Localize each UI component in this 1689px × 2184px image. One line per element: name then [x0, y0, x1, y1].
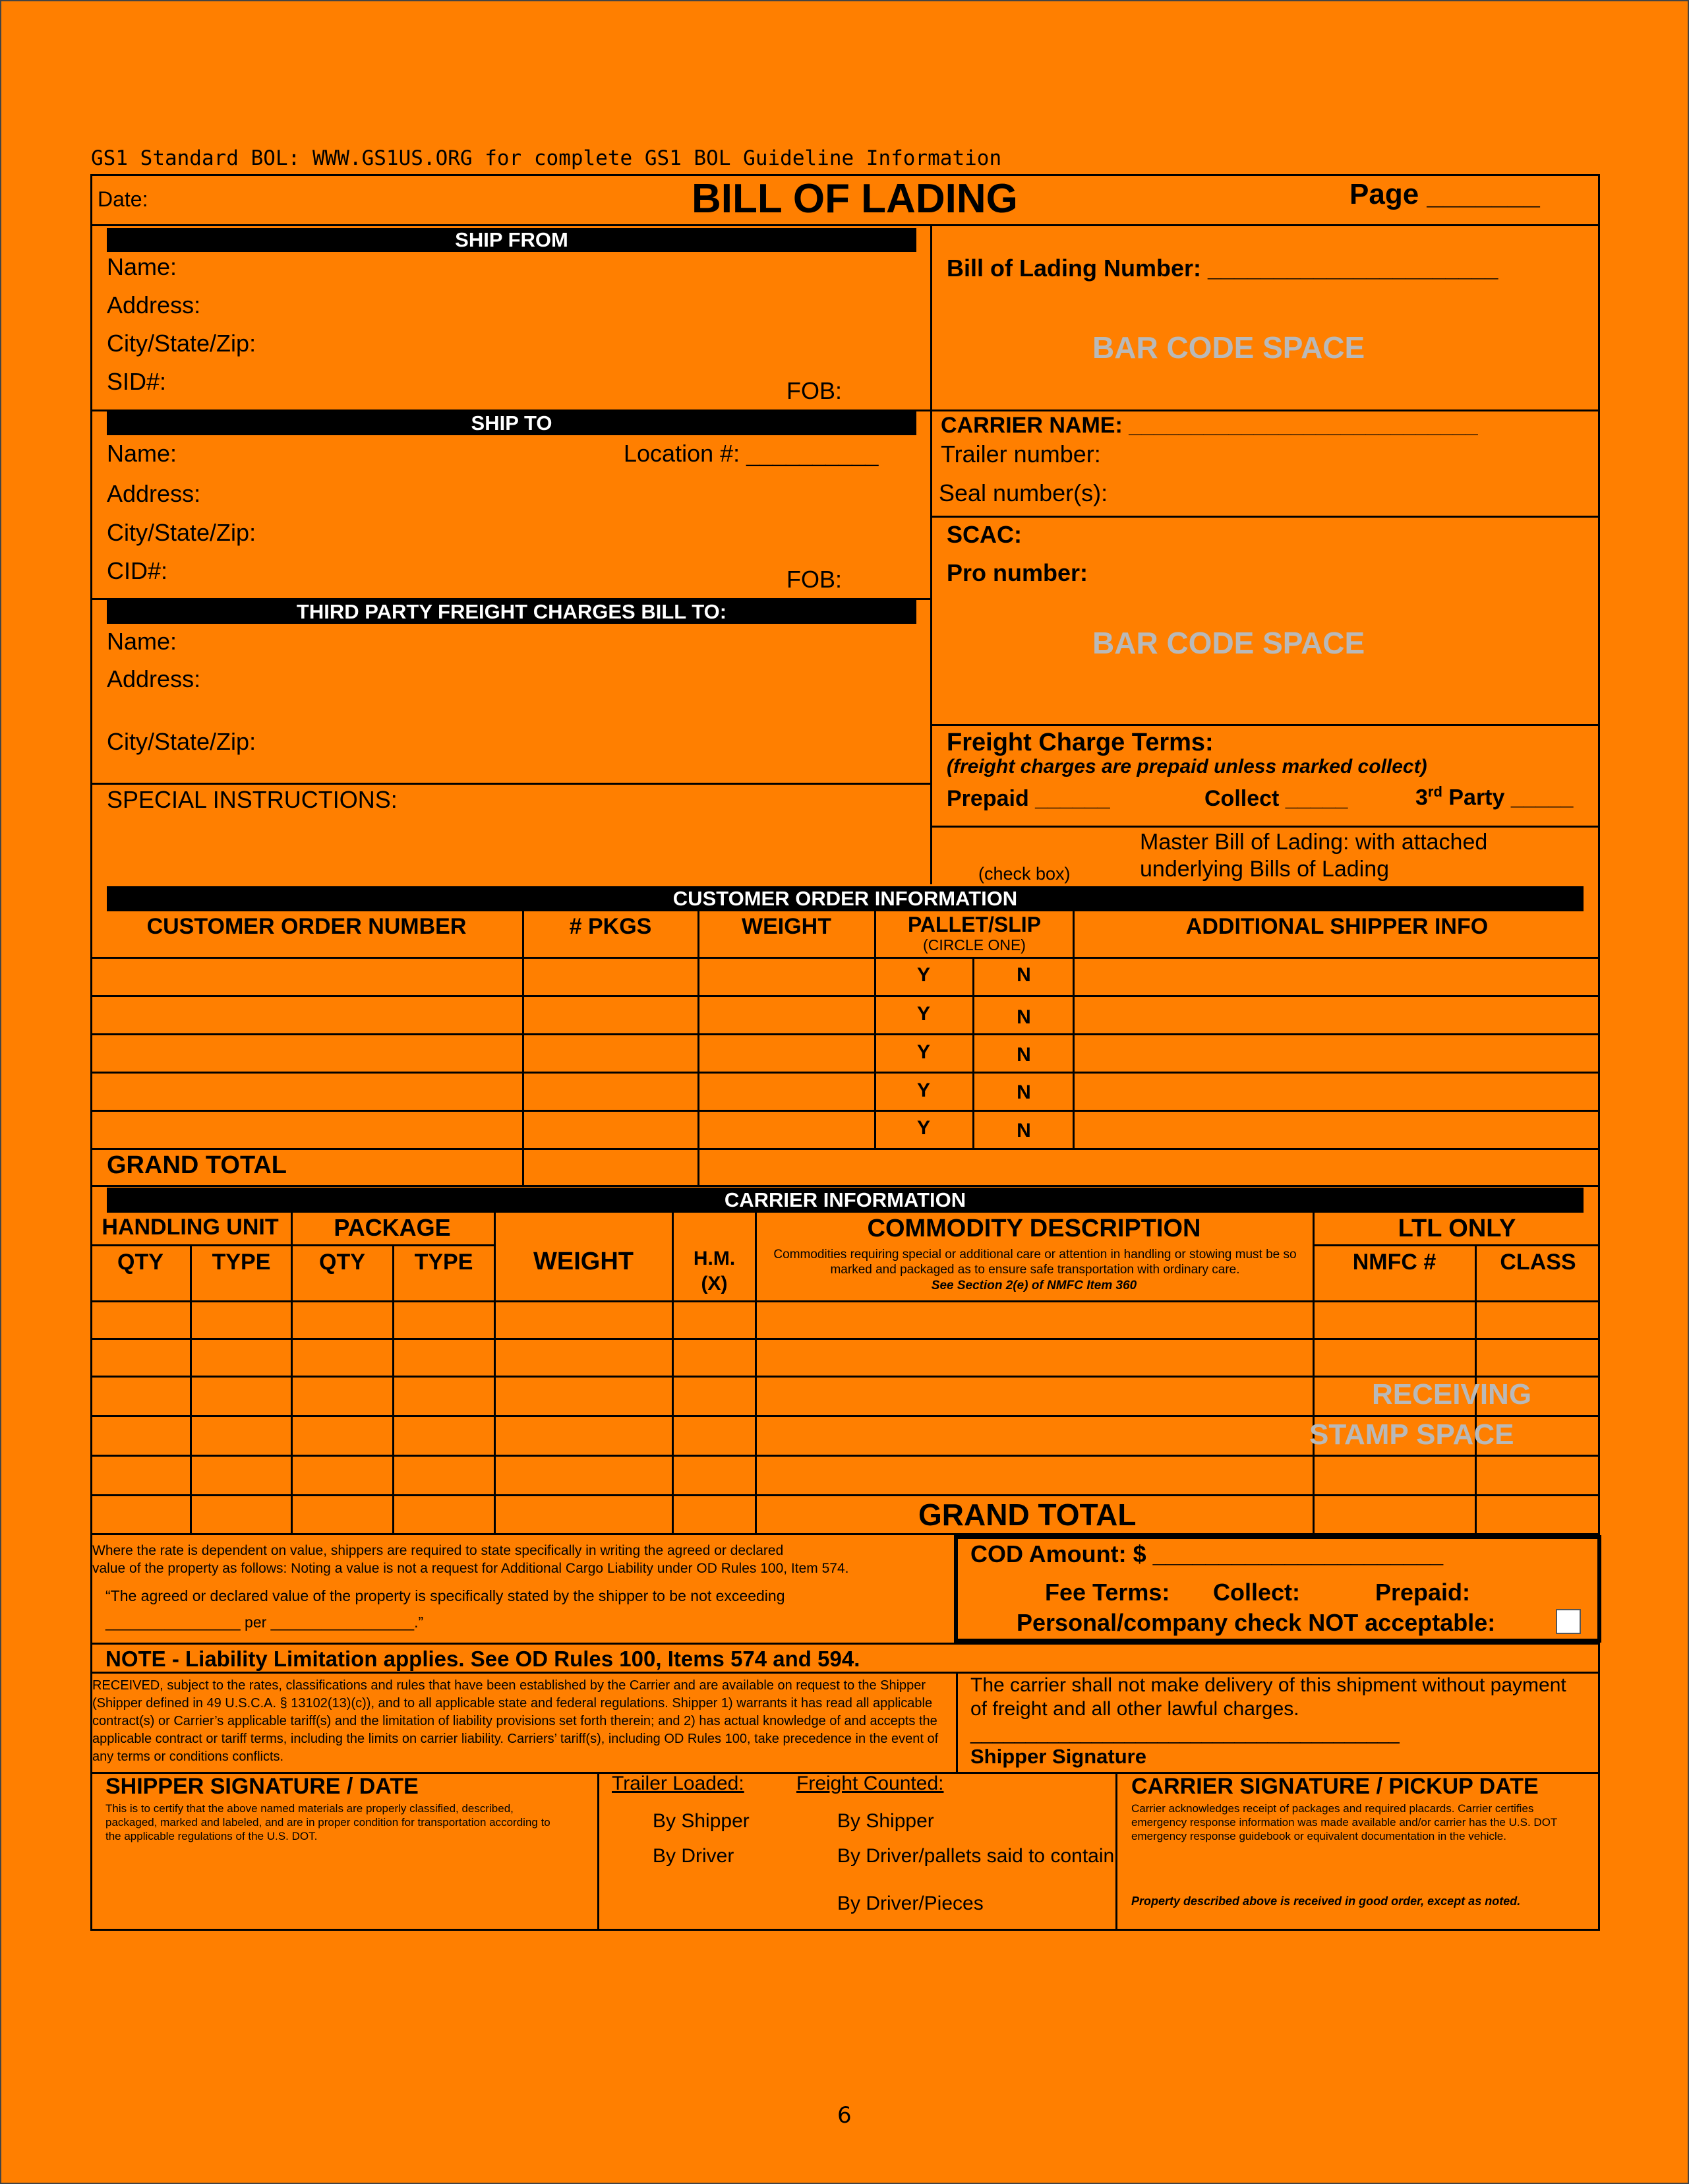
customer-order-grand-total: GRAND TOTAL	[107, 1151, 287, 1179]
declared-value-line3: “The agreed or declared value of the property is specifically stated by the shipper to be not exceeding	[105, 1587, 785, 1604]
master-bol-line2: underlying Bills of Lading	[1140, 857, 1390, 882]
third-party-terms-field[interactable]: 3rd Party _____	[1415, 783, 1574, 810]
page-number: 6	[837, 2102, 852, 2129]
third-party-header: THIRD PARTY FREIGHT CHARGES BILL TO:	[107, 600, 916, 624]
divider	[494, 1213, 496, 1533]
declared-value-line2: value of the property as follows: Noting a value is not a request for Additional Cargo Liability under OD Rules 100, Item 574.	[92, 1561, 849, 1576]
divider	[90, 1300, 1600, 1302]
ship-from-address[interactable]: Address:	[107, 291, 201, 318]
col-pkgs: # PKGS	[569, 914, 652, 939]
trailer-loaded-label: Trailer Loaded:	[612, 1773, 744, 1794]
ship-from-fob[interactable]: FOB:	[786, 377, 843, 404]
declared-value-line4[interactable]: ________________ per _________________.”	[105, 1614, 424, 1631]
pallet-yes[interactable]: Y	[916, 1079, 930, 1101]
divider	[1073, 911, 1075, 1150]
pallet-yes[interactable]: Y	[916, 1003, 930, 1025]
divider	[90, 1148, 1600, 1150]
third-party-address[interactable]: Address:	[107, 665, 201, 692]
divider	[1115, 1772, 1117, 1930]
divider	[90, 1415, 1600, 1417]
carrier-name-field[interactable]: CARRIER NAME: ____________________________	[941, 413, 1478, 438]
personal-check-checkbox[interactable]	[1556, 1609, 1581, 1634]
shipper-certification-text: This is to certify that the above named materials are properly classified, described, packaged, marked and labeled, and are in proper condition for transportation according to the applicable regulations of the U.S. DOT.	[105, 1802, 550, 1842]
trailer-by-shipper[interactable]: By Shipper	[653, 1810, 750, 1832]
commodity-note: Commodities requiring special or additional care or attention in handling or stowing must be so marked and packaged as to ensure safe transportation with ordinary care.	[773, 1248, 1297, 1277]
divider	[90, 1376, 1600, 1378]
freight-by-shipper[interactable]: By Shipper	[837, 1810, 934, 1832]
form-title: BILL OF LADING	[692, 176, 1018, 222]
ship-to-header: SHIP TO	[107, 411, 916, 435]
divider	[90, 1033, 1600, 1035]
divider	[90, 224, 1600, 226]
prepaid-field[interactable]: Prepaid ______	[947, 786, 1110, 811]
col-hm-x: (X)	[701, 1273, 728, 1294]
ship-to-fob[interactable]: FOB:	[786, 566, 843, 593]
pro-number-field[interactable]: Pro number:	[947, 559, 1088, 586]
pallet-yes[interactable]: Y	[916, 964, 930, 986]
pallet-yes[interactable]: Y	[916, 1041, 930, 1063]
divider	[90, 1643, 1600, 1645]
col-class: CLASS	[1500, 1250, 1576, 1275]
divider	[755, 1213, 757, 1533]
pallet-yes[interactable]: Y	[916, 1117, 930, 1139]
shipper-signature-date-title[interactable]: SHIPPER SIGNATURE / DATE	[105, 1774, 419, 1799]
liability-note: NOTE - Liability Limitation applies. See OD Rules 100, Items 574 and 594.	[105, 1647, 860, 1671]
commodity-ref: See Section 2(e) of NMFC Item 360	[931, 1279, 1137, 1292]
divider	[522, 911, 524, 1185]
received-terms: RECEIVED, subject to the rates, classifications and rules that have been established by the Carrier and are available on request to the Shipper (Shipper defined in 49 U.S.C.A. § 13102(13)(c)), and to all applicable state and federal regulations. Shipper 1) warrants it has read all applicable contract(s) or Carrier’s applicable tariff(s) and the limitation of liability provisions set forth therein; and 2) has actual knowledge of and accepts the applicable contract or tariff terms, including the limits on carrier liability. Carriers’ tariff(s), including OD Rules 100, take precedence in the event of any terms or conditions conflicts.	[92, 1678, 939, 1764]
collect-field[interactable]: Collect _____	[1204, 786, 1348, 811]
divider	[90, 1455, 1600, 1457]
divider	[392, 1244, 394, 1533]
divider	[291, 1213, 293, 1533]
fee-collect[interactable]: Collect:	[1213, 1579, 1301, 1606]
divider	[190, 1244, 192, 1533]
divider	[930, 224, 932, 884]
pallet-no[interactable]: N	[1017, 1006, 1031, 1028]
col-hu-qty: QTY	[117, 1250, 163, 1275]
col-hu-type: TYPE	[212, 1250, 271, 1275]
divider	[1313, 1213, 1315, 1533]
check-box-label: (check box)	[978, 864, 1071, 884]
divider	[930, 724, 1600, 726]
col-commodity-description: COMMODITY DESCRIPTION	[867, 1215, 1201, 1242]
freight-by-driver-pallets[interactable]: By Driver/pallets said to contain	[837, 1845, 1115, 1867]
divider	[956, 1672, 958, 1773]
divider	[672, 1213, 674, 1533]
circle-one-label: (CIRCLE ONE)	[923, 936, 1026, 954]
ship-to-name[interactable]: Name:	[107, 440, 177, 467]
carrier-grand-total: GRAND TOTAL	[918, 1498, 1137, 1532]
page-number-field[interactable]: Page _______	[1349, 178, 1540, 210]
received-good-order-note: Property described above is received in good order, except as noted.	[1131, 1895, 1521, 1908]
divider	[1313, 1244, 1600, 1246]
fee-terms-label: Fee Terms:	[1045, 1579, 1170, 1606]
divider	[90, 1110, 1600, 1112]
col-nmfc: NMFC #	[1352, 1250, 1437, 1275]
shipper-signature-label: Shipper Signature	[970, 1745, 1146, 1768]
barcode-space-2: BAR CODE SPACE	[1092, 626, 1365, 660]
trailer-by-driver[interactable]: By Driver	[653, 1845, 734, 1867]
trailer-number-field[interactable]: Trailer number:	[941, 440, 1101, 468]
col-hm: H.M.	[693, 1248, 736, 1269]
col-additional-shipper-info: ADDITIONAL SHIPPER INFO	[1185, 914, 1489, 939]
date-label: Date:	[98, 187, 148, 211]
divider	[90, 1185, 1600, 1187]
master-bol-line1: Master Bill of Lading: with attached	[1140, 830, 1488, 855]
carrier-info-header: CARRIER INFORMATION	[107, 1188, 1584, 1213]
carrier-signature-date-title[interactable]: CARRIER SIGNATURE / PICKUP DATE	[1131, 1774, 1539, 1799]
ship-from-sid[interactable]: SID#:	[107, 368, 167, 395]
barcode-space-1: BAR CODE SPACE	[1092, 330, 1365, 365]
bol-number-field[interactable]: Bill of Lading Number: ______________________	[947, 255, 1498, 282]
ship-to-location[interactable]: Location #: __________	[624, 440, 879, 467]
freight-terms-note: (freight charges are prepaid unless marked collect)	[947, 756, 1427, 777]
divider	[930, 516, 1600, 518]
col-pallet-slip: PALLET/SLIP	[907, 913, 1042, 936]
declared-value-line1: Where the rate is dependent on value, shippers are required to state specifically in writing the agreed or declared	[92, 1543, 784, 1558]
col-pkg-type: TYPE	[414, 1250, 473, 1275]
shipper-signature-line[interactable]: _______________________________________	[970, 1722, 1400, 1744]
ship-to-address[interactable]: Address:	[107, 480, 201, 507]
ship-from-header: SHIP FROM	[107, 228, 916, 252]
ship-from-city[interactable]: City/State/Zip:	[107, 330, 256, 357]
divider	[697, 911, 699, 1185]
freight-counted-label: Freight Counted:	[796, 1773, 944, 1794]
pallet-no[interactable]: N	[1017, 1081, 1031, 1103]
special-instructions[interactable]: SPECIAL INSTRUCTIONS:	[107, 786, 398, 813]
carrier-delivery-note: The carrier shall not make delivery of this shipment without payment of freight and all other lawful charges.	[970, 1674, 1566, 1720]
divider	[90, 1072, 1600, 1074]
personal-check-label: Personal/company check NOT acceptable:	[1017, 1609, 1496, 1636]
ship-to-city[interactable]: City/State/Zip:	[107, 519, 256, 546]
receiving-stamp-line1: RECEIVING	[1372, 1378, 1532, 1410]
freight-terms-title: Freight Charge Terms:	[947, 729, 1214, 756]
gs1-guideline-line: GS1 Standard BOL: WWW.GS1US.ORG for complete GS1 BOL Guideline Information	[91, 146, 1002, 170]
ship-from-name[interactable]: Name:	[107, 253, 177, 280]
ship-to-cid[interactable]: CID#:	[107, 557, 168, 584]
col-ltl-only: LTL ONLY	[1398, 1215, 1516, 1242]
pallet-no[interactable]: N	[1017, 1044, 1031, 1066]
cod-amount-field[interactable]: COD Amount: $ ______________________	[970, 1540, 1444, 1567]
carrier-acknowledgement-text: Carrier acknowledges receipt of packages and required placards. Carrier certifies emergency response information was made available and/or carrier has the U.S. DOT emergency response guidebook or equivalent documentation in the vehicle.	[1131, 1802, 1557, 1842]
divider	[874, 911, 876, 1150]
divider	[90, 1494, 1600, 1496]
divider	[90, 783, 932, 785]
col-weight: WEIGHT	[742, 914, 831, 939]
third-party-city[interactable]: City/State/Zip:	[107, 728, 256, 755]
pallet-no[interactable]: N	[1017, 964, 1031, 986]
third-party-name[interactable]: Name:	[107, 628, 177, 655]
fee-prepaid[interactable]: Prepaid:	[1375, 1579, 1471, 1606]
col-handling-unit: HANDLING UNIT	[102, 1215, 279, 1240]
divider	[90, 1338, 1600, 1340]
col-pkg-qty: QTY	[319, 1250, 365, 1275]
pallet-no[interactable]: N	[1017, 1120, 1031, 1141]
col-carrier-weight: WEIGHT	[533, 1248, 634, 1275]
divider	[90, 957, 1600, 959]
freight-by-driver-pieces[interactable]: By Driver/Pieces	[837, 1893, 984, 1914]
seal-number-field[interactable]: Seal number(s):	[939, 479, 1108, 506]
scac-field[interactable]: SCAC:	[947, 521, 1022, 548]
divider	[597, 1772, 599, 1930]
col-customer-order-number: CUSTOMER ORDER NUMBER	[146, 914, 467, 939]
receiving-stamp-line2: STAMP SPACE	[1309, 1418, 1514, 1451]
divider	[930, 826, 1600, 828]
col-package: PACKAGE	[334, 1214, 451, 1241]
customer-order-header: CUSTOMER ORDER INFORMATION	[107, 886, 1584, 911]
divider	[90, 995, 1600, 997]
